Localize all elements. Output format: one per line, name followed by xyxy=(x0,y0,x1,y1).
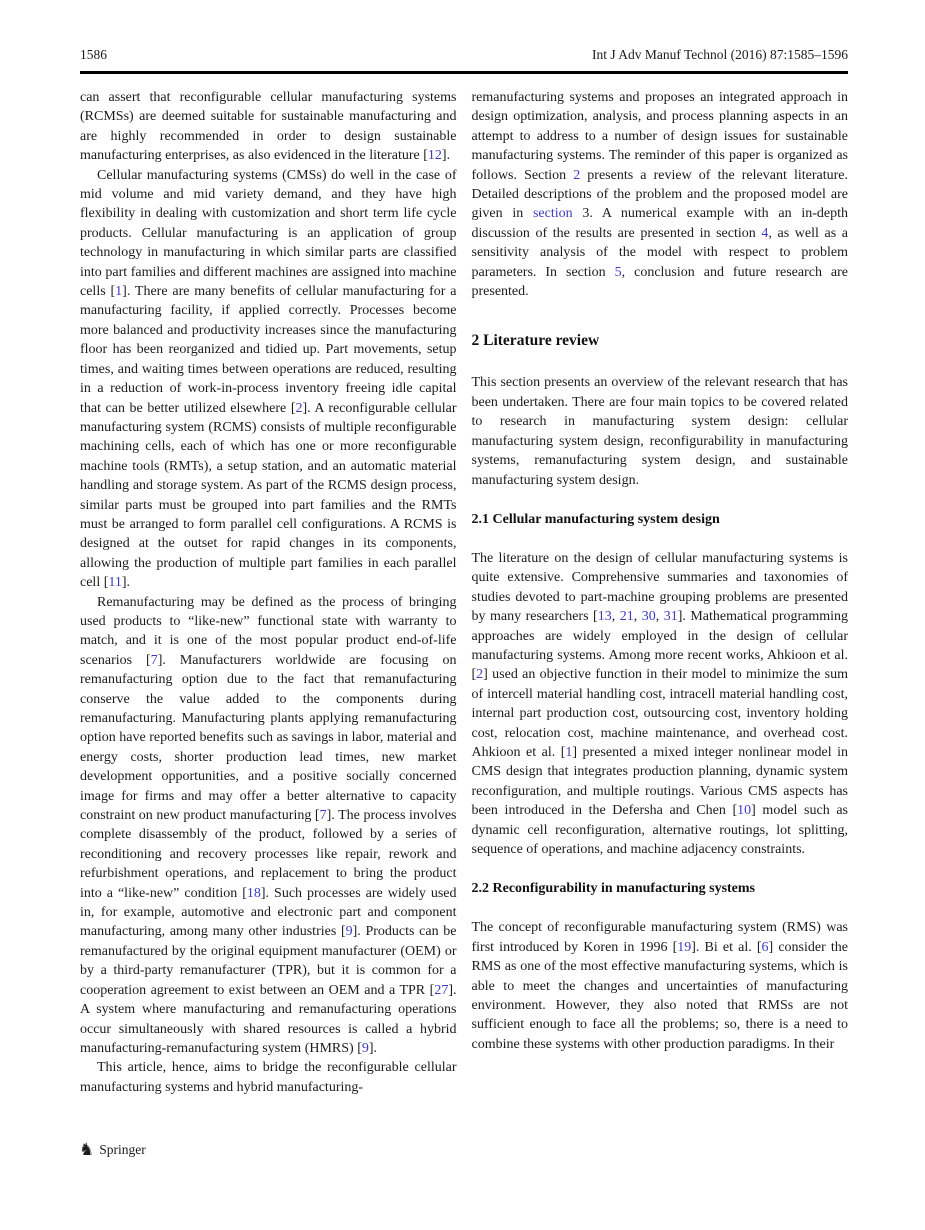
citation-link[interactable]: 21 xyxy=(619,609,634,625)
citation-link[interactable]: 2 xyxy=(295,400,303,416)
citation-link[interactable]: 6 xyxy=(761,939,769,955)
springer-logo-icon: ♞ xyxy=(79,1140,95,1159)
right-column xyxy=(472,88,849,1097)
publisher-footer xyxy=(79,1141,146,1158)
paragraph: Cellular manufacturing systems (CMSs) do well in the case of mid volume and mid variety demand, and they have high flexibility in dealing with customization and short term life cycle products. Cellular manufacturing is an application of group technology in manufacturing in which similar parts are classified into part families and different machines are assigned into machine cells [1]. There are many benefits of cellular manufacturing for a manufacturing facility, if applied correctly. Processes become more balanced and productivity increases since the manufacturing floor has been reorganized and tidied up. Part movements, setup times, and waiting times between operations are reduced, resulting in a reduction of work-in-process inventory freeing idle capital that can be better utilized elsewhere [2]. A reconfigurable cellular manufacturing system (RCMS) consists of multiple reconfigurable machining cells, each of which has one or more reconfigurable machine tools (RMTs), a setup station, and an automatic material handling and storage system. As part of the RCMS design process, similar parts must be grouped into part families and the RMTs must be arranged to form parallel cell configurations. A RCMS is designed at the outset for rapid changes in its components, allowing the production of multiple part families in each parallel cell [11]. xyxy=(80,167,457,591)
citation-link[interactable]: 18 xyxy=(246,885,261,901)
citation-link[interactable]: 31 xyxy=(663,609,678,625)
paragraph: The concept of reconfigurable manufacturing system (RMS) was first introduced by Koren in 1996 [19]. Bi et al. [6] consider the RMS as one of the most effective manufacturing systems, which is able to meet the changes and uncertainties of manufacturing environment. However, they also noted that RMSs are not sufficient enough to face all the problems; so, there is a need to combine these systems with other production paradigms. In their xyxy=(471,920,848,1052)
citation-link[interactable]: 9 xyxy=(361,1040,369,1056)
page-number: 1586 xyxy=(80,47,107,62)
citation-link[interactable]: 7 xyxy=(150,652,158,668)
paragraph: This section presents an overview of the relevant research that has been undertaken. There are four main topics to be covered related to research in manufacturing system design: cellular manufacturing system design, reconfigurability in manufacturing systems, remanufacturing system design, and sustainable manufacturing system design. xyxy=(471,375,848,488)
section-heading-cellular-manufacturing-design: 2.1 Cellular manufacturing system design xyxy=(471,511,720,527)
citation-link[interactable]: 4 xyxy=(761,225,769,241)
paragraph: The literature on the design of cellular manufacturing systems is quite extensive. Comprehensive summaries and taxonomies of studies devoted to part-machine grouping problems are presented by many researchers [13, 21, 30, 31]. Mathematical programming approaches are widely employed in the design of cellular manufacturing systems. Among more recent works, Ahkioon et al. [2] used an objective function in their model to minimize the sum of intercell material handling cost, intracell material handling cost, internal part production cost, outsourcing cost, inventory holding cost, relocation cost, machine maintenance, and overhead cost. Ahkioon et al. [1] presented a mixed integer nonlinear model in CMS design that integrates production planning, dynamic system reconfiguration, and multiple routings. Various CMS aspects has been introduced in the Defersha and Chen [10] model such as dynamic cell reconfiguration, alternative routings, lot splitting, sequence of operations, and machine adjacency constraints. xyxy=(471,550,849,857)
citation-link[interactable]: 2 xyxy=(573,167,581,183)
paragraph: can assert that reconfigurable cellular manufacturing systems (RCMSs) are deemed suitable for sustainable manufacturing and are highly recommended in order to design sustainable manufacturing enterprises, as also evidenced in the literature [12]. xyxy=(80,90,457,164)
paragraph: Remanufacturing may be defined as the process of bringing used products to “like-new” functional state with warranty to match, and it is one of the most popular product end-of-life scenarios [7]. Manufacturers worldwide are focusing on remanufacturing option due to the fact that remanufacturing conserve the value added to the components during remanufacturing. Manufacturing plants applying remanufacturing option have reported benefits such as savings in labor, material and energy costs, shorter production lead times, new market development opportunities, and a positive socially concerned image for firms and may offer a better alternative to capacity constraint on new product manufacturing [7]. The process involves complete disassembly of the product, followed by a series of reconditioning and recovery processes like repair, rework and refurbishment operations, and replacement to bring the product into a “like-new” condition [18]. Such processes are widely used in, for example, automotive and electronic part and component manufacturing, among many other industries [9]. Products can be remanufactured by the original equipment manufacturer (OEM) or by a third-party remanufacturer (TPR), but it is common for a cooperation agreement to exist between an OEM and a TPR [27]. A system where manufacturing and remanufacturing operations occur simultaneously with shared resources is called a hybrid manufacturing-remanufacturing system (HMRS) [9]. xyxy=(80,594,457,1056)
citation-link[interactable]: 2 xyxy=(476,667,484,683)
citation-link[interactable]: 5 xyxy=(614,264,622,280)
paragraph: This article, hence, aims to bridge the reconfigurable cellular manufacturing systems and hybrid manufacturing- xyxy=(80,1060,457,1095)
left-column xyxy=(80,88,457,1097)
citation-link[interactable]: 30 xyxy=(641,609,656,625)
citation-link[interactable]: 7 xyxy=(319,808,327,824)
publisher-name: Springer xyxy=(99,1141,146,1157)
citation-link[interactable]: 10 xyxy=(737,803,752,819)
citation-link[interactable]: 12 xyxy=(427,148,442,164)
section-heading-reconfigurability: 2.2 Reconfigurability in manufacturing systems xyxy=(471,881,755,897)
paragraph: remanufacturing systems and proposes an integrated approach in design optimization, analysis, and process planning aspects in an attempt to address to a number of design issues for sustainable manufacturing systems. The reminder of this paper is organized as follows. Section 2 presents a review of the relevant literature. Detailed descriptions of the problem and the proposed model are given in section 3. A numerical example with an in-depth discussion of the results are presented in section 4, as well as a sensitivity analysis of the model with respect to problem parameters. In section 5, conclusion and future research are presented. xyxy=(471,90,848,300)
citation-link[interactable]: 1 xyxy=(115,284,123,300)
header-rule xyxy=(80,71,848,74)
page-header xyxy=(80,47,848,63)
citation-link[interactable]: 13 xyxy=(597,609,612,625)
citation-link[interactable]: 1 xyxy=(565,744,573,760)
citation-link[interactable]: section xyxy=(532,206,573,222)
citation-link[interactable]: 27 xyxy=(434,982,449,998)
citation-link[interactable]: 19 xyxy=(677,939,692,955)
journal-citation: Int J Adv Manuf Technol (2016) 87:1585–1596 xyxy=(591,47,848,62)
section-heading-literature-review: 2 Literature review xyxy=(471,332,600,350)
article-body xyxy=(80,88,848,1097)
citation-link[interactable]: 11 xyxy=(108,575,122,591)
citation-link[interactable]: 9 xyxy=(345,924,353,940)
